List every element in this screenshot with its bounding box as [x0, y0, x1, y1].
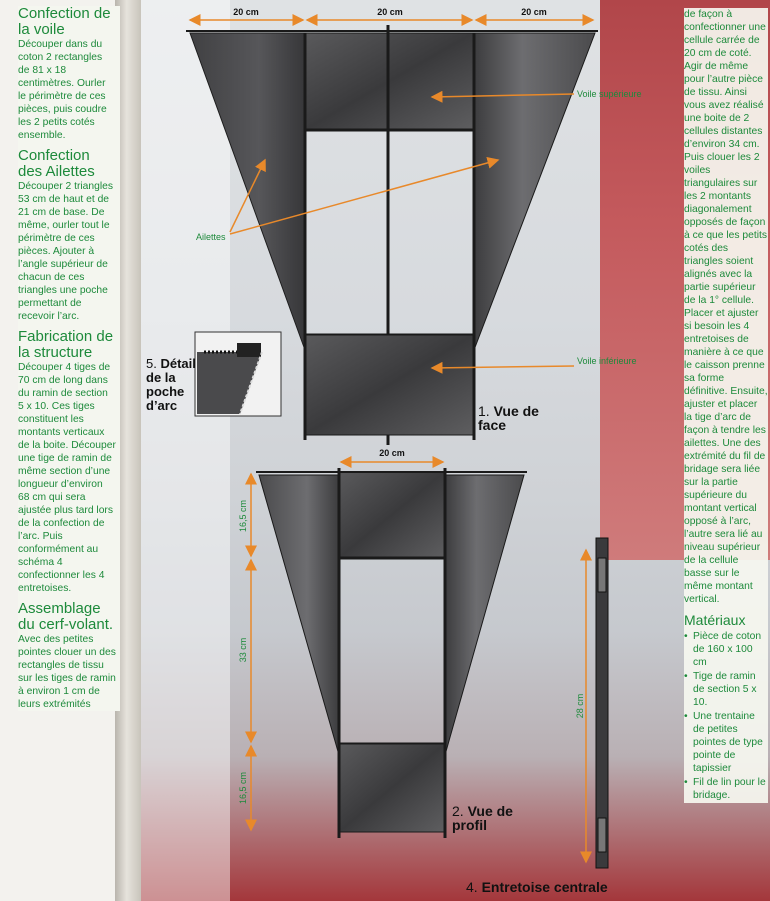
lower-sail: [305, 335, 474, 435]
section-title: Confection des Ailettes: [18, 147, 95, 180]
profile-left-wing: [259, 475, 339, 755]
section-body: Découper 2 triangles 53 cm de haut et de 21 cm de base. De même, ourler tout le périmètre de ces pièces. Ajouter à l’angle supérieur de chacun de ces triangles une poche permettant de recevoir l’arc.: [18, 181, 114, 322]
entretoise-diagram: [575, 538, 608, 868]
section-body: Découper 4 tiges de 70 cm de long dans du ramin de section 5 x 10. Ces tiges constituent les montants verticaux de la boite. Découper une tige de ramin de même section d’une longueur d’environ 68 cm qui sera ajustée plus tard lors de la confection de l’arc. Puis conformément au schéma 4 confectionner les 4 entretoises.: [18, 362, 116, 594]
caption-detail: [146, 357, 198, 413]
caption-number: 5.: [146, 356, 157, 371]
dim-label: 20 cm: [233, 7, 259, 17]
caption-text: Entretoise centrale: [481, 879, 608, 895]
caption-text: Détail de la poche d’arc: [146, 356, 196, 413]
dim-label: 20 cm: [521, 7, 547, 17]
materials-item: • Tige de ramin de section 5 x 10.: [684, 670, 768, 709]
dim-label: 20 cm: [379, 448, 405, 458]
caption-text: Vue de profil: [452, 803, 513, 833]
caption-front-view: [478, 404, 548, 432]
section-title: Assemblage du cerf-volant.: [18, 600, 114, 633]
dim-label: 20 cm: [377, 7, 403, 17]
callout-label: Ailettes: [196, 232, 226, 242]
section-body: Découper dans du coton 2 rectangles de 81 x 18 centimètres. Ourler le périmètre de ces pièces, puis coudre les 2 petits cotés ensemble.: [18, 39, 107, 141]
section-body: de façon à confectionner une cellule carrée de 20 cm de coté. Agir de même pour l’autre pièce de tissu. Ainsi vous avez réalisé une boite de 2 cellules distantes d’environ 34 cm. Puis clouer les 2 voiles triangulaires sur les 2 montants diagonalement opposés de façon à ce que les petits cotés des triangles soient alignés avec la partie supérieur de la 1° cellule. Placer et ajuster si besoin les 4 entretoises de manière à ce que le caisson prenne sa forme définitive. Ensuite, ajuster et placer la tige d’arc de façon à tendre les ailettes. Une des extrémité du fil de bridage sera liée sur la partie supérieure du montant vertical opposé à l’arc, l’autre sera lié au niveau supérieur de la cellule basse sur le même montant vertical.: [684, 9, 768, 605]
profile-upper-cell: [339, 472, 445, 558]
dim-label: 16,5 cm: [238, 499, 248, 533]
callout-label: Voile supérieure: [577, 89, 642, 99]
section-body: Avec des petites pointes clouer un des rectangles de tissu sur les tiges de ramin à environ 1 cm de leurs extrémités: [18, 634, 116, 710]
caption-number: 2.: [452, 803, 464, 819]
materials-item: • Une trentaine de petites pointes de type pointe de tapissier: [684, 710, 768, 775]
caption-number: 4.: [466, 879, 478, 895]
caption-entretoise: [466, 880, 626, 894]
callout-label: Voile inférieure: [577, 356, 637, 366]
dim-label: 16,5 cm: [238, 771, 248, 805]
profile-view-diagram: [238, 448, 527, 838]
right-wing: [474, 33, 595, 350]
caption-number: 1.: [478, 403, 490, 419]
dim-label: 28 cm: [575, 693, 585, 719]
profile-right-wing: [445, 475, 524, 755]
profile-lower-cell: [339, 744, 445, 832]
caption-text: Vue de face: [478, 403, 539, 433]
detail-diagram: [195, 332, 281, 416]
materials-title: Matériaux: [684, 612, 746, 628]
materials-item: • Fil de lin pour le bridage.: [684, 776, 768, 802]
caption-profile-view: [452, 804, 522, 832]
section-title: Confection de la voile: [18, 5, 111, 38]
materials-item: • Pièce de coton de 160 x 100 cm: [684, 630, 768, 669]
dim-label: 33 cm: [238, 637, 248, 663]
section-title: Fabrication de la structure: [18, 328, 114, 361]
